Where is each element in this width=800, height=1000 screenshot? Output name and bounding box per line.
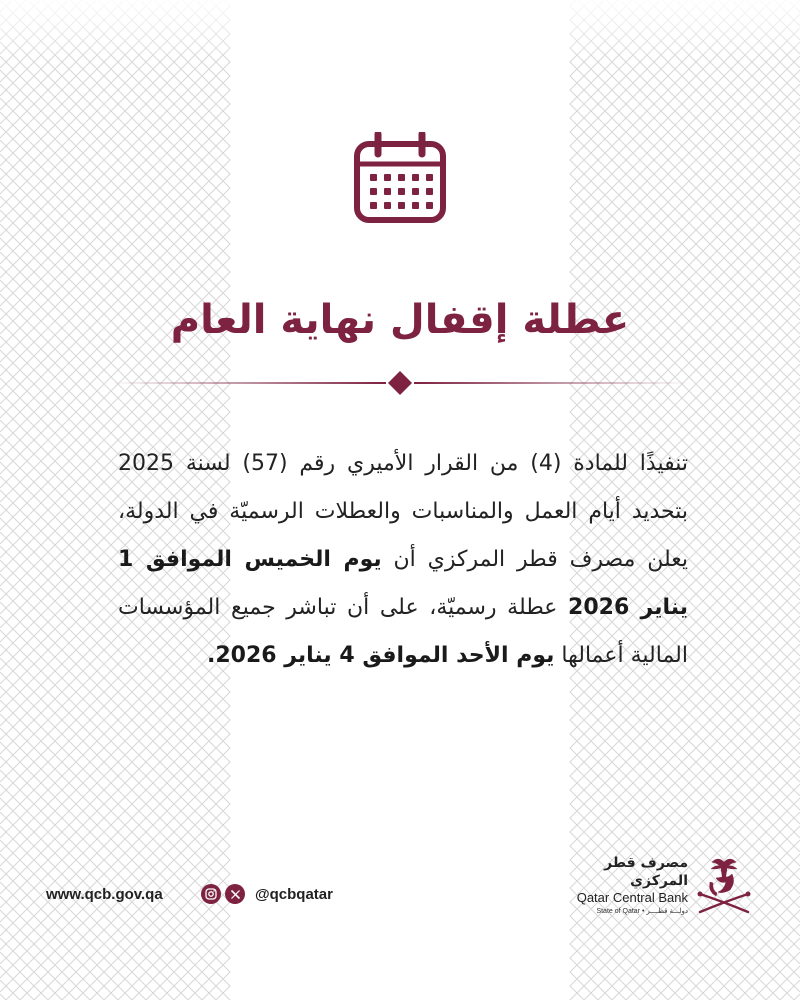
announcement-body (118, 440, 688, 680)
logo-wordmark (577, 854, 688, 918)
qcb-logo (576, 852, 758, 918)
calendar-icon (354, 132, 446, 224)
body-text-part1: تنفيذًا للمادة (4) من القرار الأميري رقم (57) لسنة 2025 بتحديد أيام العمل والمناسبات والعطلات الرسميّة في الدولة، يعلن مصرف قطر المركزي أن (118, 451, 689, 572)
website-link[interactable]: www.qcb.gov.qa (46, 886, 163, 903)
logo-name-ar: مصرف قطر المركزي (604, 855, 688, 889)
logo-name-en: Qatar Central Bank (576, 890, 688, 905)
body-bold-date1: يوم الخميس الموافق 1 يناير 2026 (118, 547, 689, 620)
body-text-part2: عطلة رسميّة، على أن تباشر جميع المؤسسات المالية أعمالها (118, 595, 688, 668)
social-links (201, 884, 333, 904)
instagram-icon[interactable] (201, 884, 221, 904)
qatar-emblem-icon (692, 852, 756, 916)
logo-sub-text: State of Qatar • دولـــة قطــــر (596, 908, 688, 915)
page-title: عطلة إقفال نهاية العام (170, 297, 630, 343)
body-bold-date2: يوم الأحد الموافق 4 يناير 2026. (206, 643, 555, 668)
social-handle[interactable]: @qcbqatar (255, 885, 333, 903)
x-icon[interactable] (225, 884, 245, 904)
diamond-divider (110, 369, 690, 397)
